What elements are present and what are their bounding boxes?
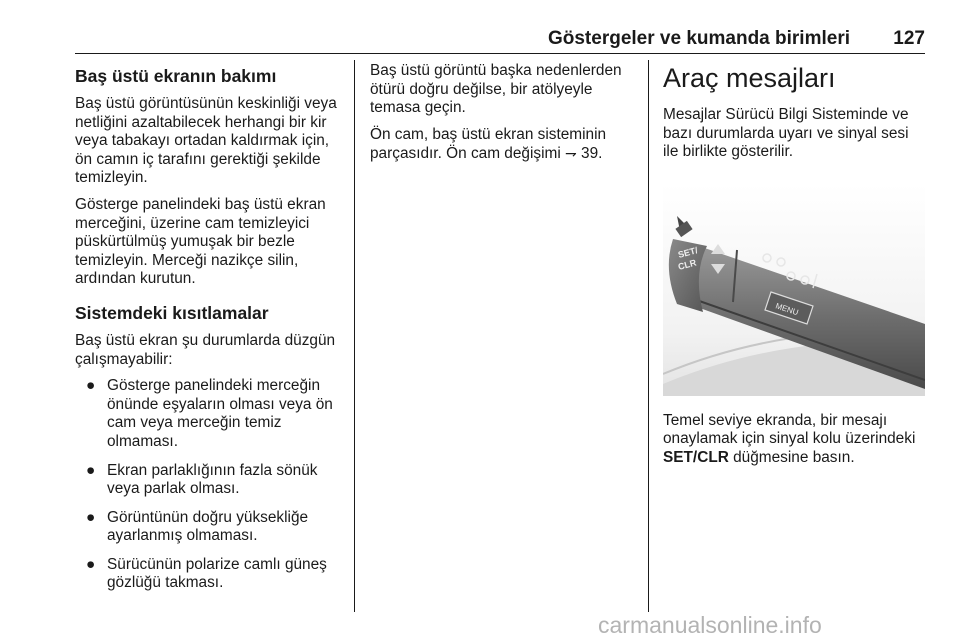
list-item: ● Sürücünün polarize camlı güneş gözlüğü takması. — [86, 555, 327, 592]
column-2 — [370, 62, 635, 172]
section-heading-vehicle-messages: Araç mesajları — [663, 63, 836, 93]
paragraph: Baş üstü görüntü başka nedenlerden ötürü doğru değilse, bir atölyeyle temasa geçin. — [370, 62, 622, 117]
menu-button-label: MENU — [774, 301, 800, 317]
column-1 — [75, 62, 345, 603]
header-rule — [75, 53, 925, 54]
section-heading-limitations: Sistemdeki kısıtlamalar — [75, 302, 269, 323]
list-item: ● Ekran parlaklığının fazla sönük veya parlak olması. — [86, 461, 318, 498]
page-header — [75, 28, 925, 52]
list-item: ● Görüntünün doğru yüksekliğe ayarlanmış olmaması. — [86, 508, 309, 545]
set-clr-button-name: SET/CLR — [663, 448, 729, 466]
paragraph: Ön cam, baş üstü ekran sisteminin parçasıdır. Ön cam değişimi ⇁ 39. — [370, 125, 607, 163]
header-title: Göstergeler ve kumanda birimleri — [547, 28, 850, 49]
paragraph: Baş üstü görüntüsünün keskinliği veya netliğini azaltabilecek herhangi bir kir veya tabakayı ortadan kaldırmak için, ön camın iç tarafını gerektiği şekilde temizleyin. — [75, 95, 337, 187]
section-heading-maintenance: Baş üstü ekranın bakımı — [75, 66, 277, 86]
bullet-icon: ● — [86, 508, 96, 526]
paragraph: Gösterge panelindeki baş üstü ekran merceğini, üzerine cam temizleyici püskürtülmüş yumuşak bir bezle temizleyin. Merceği nazikçe silin, ardından kurutun. — [75, 195, 326, 288]
page-number: 127 — [893, 28, 925, 49]
page-reference-icon: ⇁ — [565, 145, 577, 162]
paragraph: Mesajlar Sürücü Bilgi Sisteminde ve bazı durumlarda uyarı ve sinyal sesi ile birlikte gösterilir. — [663, 106, 909, 161]
turn-signal-stalk-illustration — [663, 184, 925, 396]
paragraph: Baş üstü ekran şu durumlarda düzgün çalışmayabilir: — [75, 331, 336, 368]
paragraph: Temel seviye ekranda, bir mesajı onaylamak için sinyal kolu üzerindeki SET/CLR düğmesine basın. — [663, 411, 916, 466]
column-divider — [354, 60, 355, 612]
set-clr-label-bottom: CLR — [676, 257, 698, 272]
limitations-list — [75, 377, 345, 593]
turn-signal-stalk-icon — [663, 184, 925, 396]
watermark: carmanualsonline.info — [598, 612, 822, 638]
bullet-icon: ● — [86, 377, 96, 395]
bullet-icon: ● — [86, 461, 96, 479]
set-clr-label-top: SET/ — [676, 244, 699, 260]
bullet-icon: ● — [86, 555, 96, 573]
column-divider — [648, 60, 649, 612]
list-item: ● Gösterge panelindeki merceğin önünde eşyaların olması veya ön cam veya merceğin temiz olmaması. — [86, 377, 333, 450]
column-3 — [663, 62, 928, 476]
